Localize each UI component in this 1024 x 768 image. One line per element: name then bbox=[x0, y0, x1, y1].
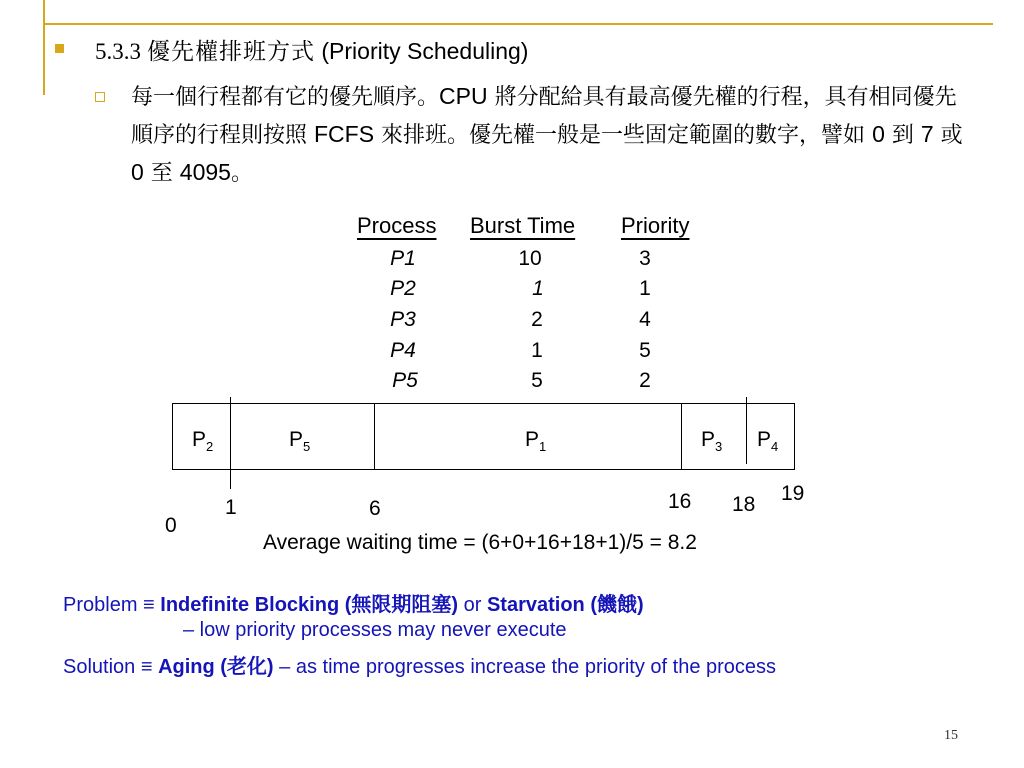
table-cell-priority: 1 bbox=[639, 277, 651, 300]
desc-text-2: 將分配給具有最高優先權的行程，具有相同優先順序的行程則按照 bbox=[131, 85, 957, 148]
table-cell-process: P3 bbox=[390, 308, 416, 331]
table-cell-process: P4 bbox=[390, 339, 416, 362]
table-header-burst: Burst Time bbox=[470, 213, 576, 238]
gantt-divider bbox=[681, 403, 682, 470]
gantt-divider bbox=[230, 397, 231, 489]
solution-detail: – as time progresses increase the priority of the process bbox=[273, 656, 777, 678]
gantt-tick-1: 1 bbox=[225, 496, 237, 519]
table-header-priority: Priority bbox=[621, 213, 690, 238]
desc-to-2: 至 bbox=[143, 161, 180, 186]
table-cell-burst: 2 bbox=[531, 308, 543, 331]
table-cell-burst: 5 bbox=[531, 369, 543, 392]
gantt-label-p3: $P_3$ bbox=[701, 428, 723, 454]
gantt-tick-18: 18 bbox=[732, 493, 756, 516]
table-cell-process: P5 bbox=[392, 369, 418, 392]
desc-num-0b: 0 bbox=[131, 159, 144, 185]
gantt-tick-0: 0 bbox=[165, 514, 177, 537]
gantt-tick-6: 6 bbox=[369, 497, 381, 520]
table-cell-burst: 1 bbox=[532, 277, 544, 300]
problem-line bbox=[63, 588, 644, 617]
section-title-en: (Priority Scheduling) bbox=[321, 38, 529, 64]
desc-text-1: 每一個行程都有它的優先順序。 bbox=[131, 85, 440, 110]
gantt-divider bbox=[374, 403, 375, 470]
desc-cpu: CPU bbox=[439, 83, 488, 109]
section-title-cjk: 優先權排班方式 bbox=[147, 39, 315, 65]
description-paragraph bbox=[131, 78, 971, 192]
problem-or: or bbox=[458, 594, 487, 616]
gantt-label-p2: $P_2$ bbox=[192, 428, 214, 454]
problem-label: Problem ≡ bbox=[63, 594, 161, 616]
top-rule bbox=[43, 23, 993, 25]
solution-label: Solution ≡ bbox=[63, 656, 159, 678]
gantt-label-p5: $P_5$ bbox=[289, 428, 311, 454]
desc-num-4095: 4095 bbox=[179, 159, 231, 185]
desc-to-1: 到 bbox=[884, 123, 921, 148]
desc-or: 或 bbox=[933, 123, 963, 148]
desc-fcfs: FCFS bbox=[314, 121, 375, 147]
table-cell-burst: 1 bbox=[531, 339, 543, 362]
desc-end: 。 bbox=[230, 161, 253, 186]
table-cell-process: P2 bbox=[390, 277, 416, 300]
gantt-label-p1: $P_1$ bbox=[525, 428, 547, 454]
section-number: 5.3.3 bbox=[95, 39, 141, 64]
problem-term-blocking: Indefinite Blocking (無限期阻塞) bbox=[160, 594, 459, 616]
square-bullet-icon bbox=[55, 44, 64, 53]
table-cell-priority: 3 bbox=[639, 247, 651, 270]
solution-line bbox=[63, 650, 776, 679]
gantt-label-p4: $P_4$ bbox=[757, 428, 779, 454]
desc-num-7: 7 bbox=[920, 121, 934, 147]
gantt-tick-16: 16 bbox=[668, 490, 692, 513]
average-waiting-time: Average waiting time = (6+0+16+18+1)/5 = 8.2 bbox=[263, 531, 697, 554]
problem-term-starvation: Starvation (饑餓) bbox=[486, 594, 644, 616]
solution-term-aging: Aging (老化) bbox=[158, 656, 274, 678]
problem-detail: – low priority processes may never execute bbox=[183, 619, 567, 641]
hollow-square-bullet-icon bbox=[95, 92, 105, 102]
desc-num-0a: 0 bbox=[872, 121, 885, 147]
table-cell-priority: 5 bbox=[639, 339, 651, 362]
table-cell-burst: 10 bbox=[518, 247, 542, 270]
page-number: 15 bbox=[944, 728, 958, 743]
table-cell-priority: 2 bbox=[639, 369, 651, 392]
table-cell-process: P1 bbox=[390, 247, 416, 270]
gantt-tick-19: 19 bbox=[781, 482, 805, 505]
section-heading bbox=[95, 33, 528, 66]
left-rule bbox=[43, 0, 45, 95]
table-cell-priority: 4 bbox=[639, 308, 651, 331]
desc-text-3: 來排班。優先權一般是一些固定範圍的數字，譬如 bbox=[374, 123, 873, 148]
table-header-process: Process bbox=[357, 213, 437, 238]
gantt-divider bbox=[746, 397, 747, 464]
